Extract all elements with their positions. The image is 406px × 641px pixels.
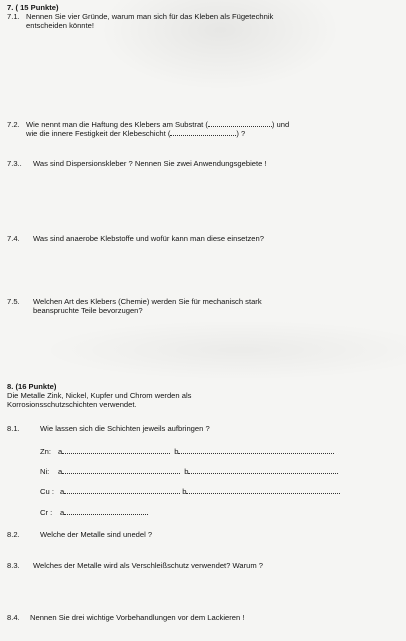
part-b-label: b (184, 467, 189, 476)
cr-answer-a[interactable] (64, 508, 148, 515)
question-7-1-line2: entscheiden könnte! (26, 21, 94, 30)
metal-row-ni (40, 467, 338, 476)
question-7-2-number: 7.2. (7, 120, 20, 129)
section-8-intro-line1: Die Metalle Zink, Nickel, Kupfer und Chrom werden als (7, 391, 192, 400)
question-7-1-number: 7.1. (7, 12, 20, 21)
zn-answer-b[interactable] (178, 447, 334, 454)
metal-label: Cr : (40, 508, 53, 517)
question-8-3-text: Welches der Metalle wird als Verschleißschutz verwendet? Warum ? (33, 561, 264, 570)
part-a-label: a (60, 508, 65, 517)
question-8-1-number: 8.1. (7, 424, 20, 433)
cohesion-blank[interactable] (170, 129, 236, 136)
question-8-4-text: Nennen Sie drei wichtige Vorbehandlungen vor dem Lackieren ! (30, 613, 245, 622)
question-8-2-number: 8.2. (7, 530, 20, 539)
question-7-3-number: 7.3.. (7, 159, 22, 168)
part-a-label: a (60, 487, 65, 496)
part-a-label: a (58, 467, 63, 476)
question-7-4-number: 7.4. (7, 234, 20, 243)
section-7-heading: 7. ( 15 Punkte) (7, 3, 59, 12)
metal-row-cr (40, 508, 148, 517)
question-7-2-line1-start: Wie nennt man die Haftung des Klebers am Substrat ( (26, 120, 208, 129)
question-7-2-line1 (26, 120, 289, 129)
question-7-2-line2-end: ) ? (236, 129, 246, 138)
question-7-5-line1: Welchen Art des Klebers (Chemie) werden Sie für mechanisch stark (33, 297, 262, 306)
ni-answer-a[interactable] (62, 467, 180, 474)
question-7-1-line1: Nennen Sie vier Gründe, warum man sich für das Kleben als Fügetechnik (26, 12, 274, 21)
question-8-1-text: Wie lassen sich die Schichten jeweils aufbringen ? (40, 424, 210, 433)
question-8-2-text: Welche der Metalle sind unedel ? (40, 530, 153, 539)
question-7-5-number: 7.5. (7, 297, 20, 306)
metal-row-zn (40, 447, 334, 456)
section-8-heading: 8. (16 Punkte) (7, 382, 57, 391)
part-b-label: b (182, 487, 187, 496)
part-a-label: a (58, 447, 63, 456)
adhesion-blank[interactable] (208, 120, 272, 127)
question-7-2-line2-start: wie die innere Festigkeit der Klebeschicht ( (26, 129, 171, 138)
question-7-3-text: Was sind Dispersionskleber ? Nennen Sie zwei Anwendungsgebiete ! (33, 159, 267, 168)
part-b-label: b (174, 447, 179, 456)
cu-answer-a[interactable] (64, 487, 180, 494)
ni-answer-b[interactable] (188, 467, 338, 474)
metal-label: Cu : (40, 487, 54, 496)
zn-answer-a[interactable] (62, 447, 170, 454)
metal-label: Zn: (40, 447, 51, 456)
metal-label: Ni: (40, 467, 50, 476)
cu-answer-b[interactable] (186, 487, 340, 494)
metal-row-cu (40, 487, 340, 496)
question-7-2-line2 (26, 129, 245, 138)
question-7-2-line1-end: ) und (271, 120, 290, 129)
question-8-3-number: 8.3. (7, 561, 20, 570)
question-8-4-number: 8.4. (7, 613, 20, 622)
question-7-5-line2: beanspruchte Teile bevorzugen? (33, 306, 143, 315)
section-8-intro-line2: Korrosionsschutzschichten verwendet. (7, 400, 137, 409)
question-7-4-text: Was sind anaerobe Klebstoffe und wofür kann man diese einsetzen? (33, 234, 264, 243)
